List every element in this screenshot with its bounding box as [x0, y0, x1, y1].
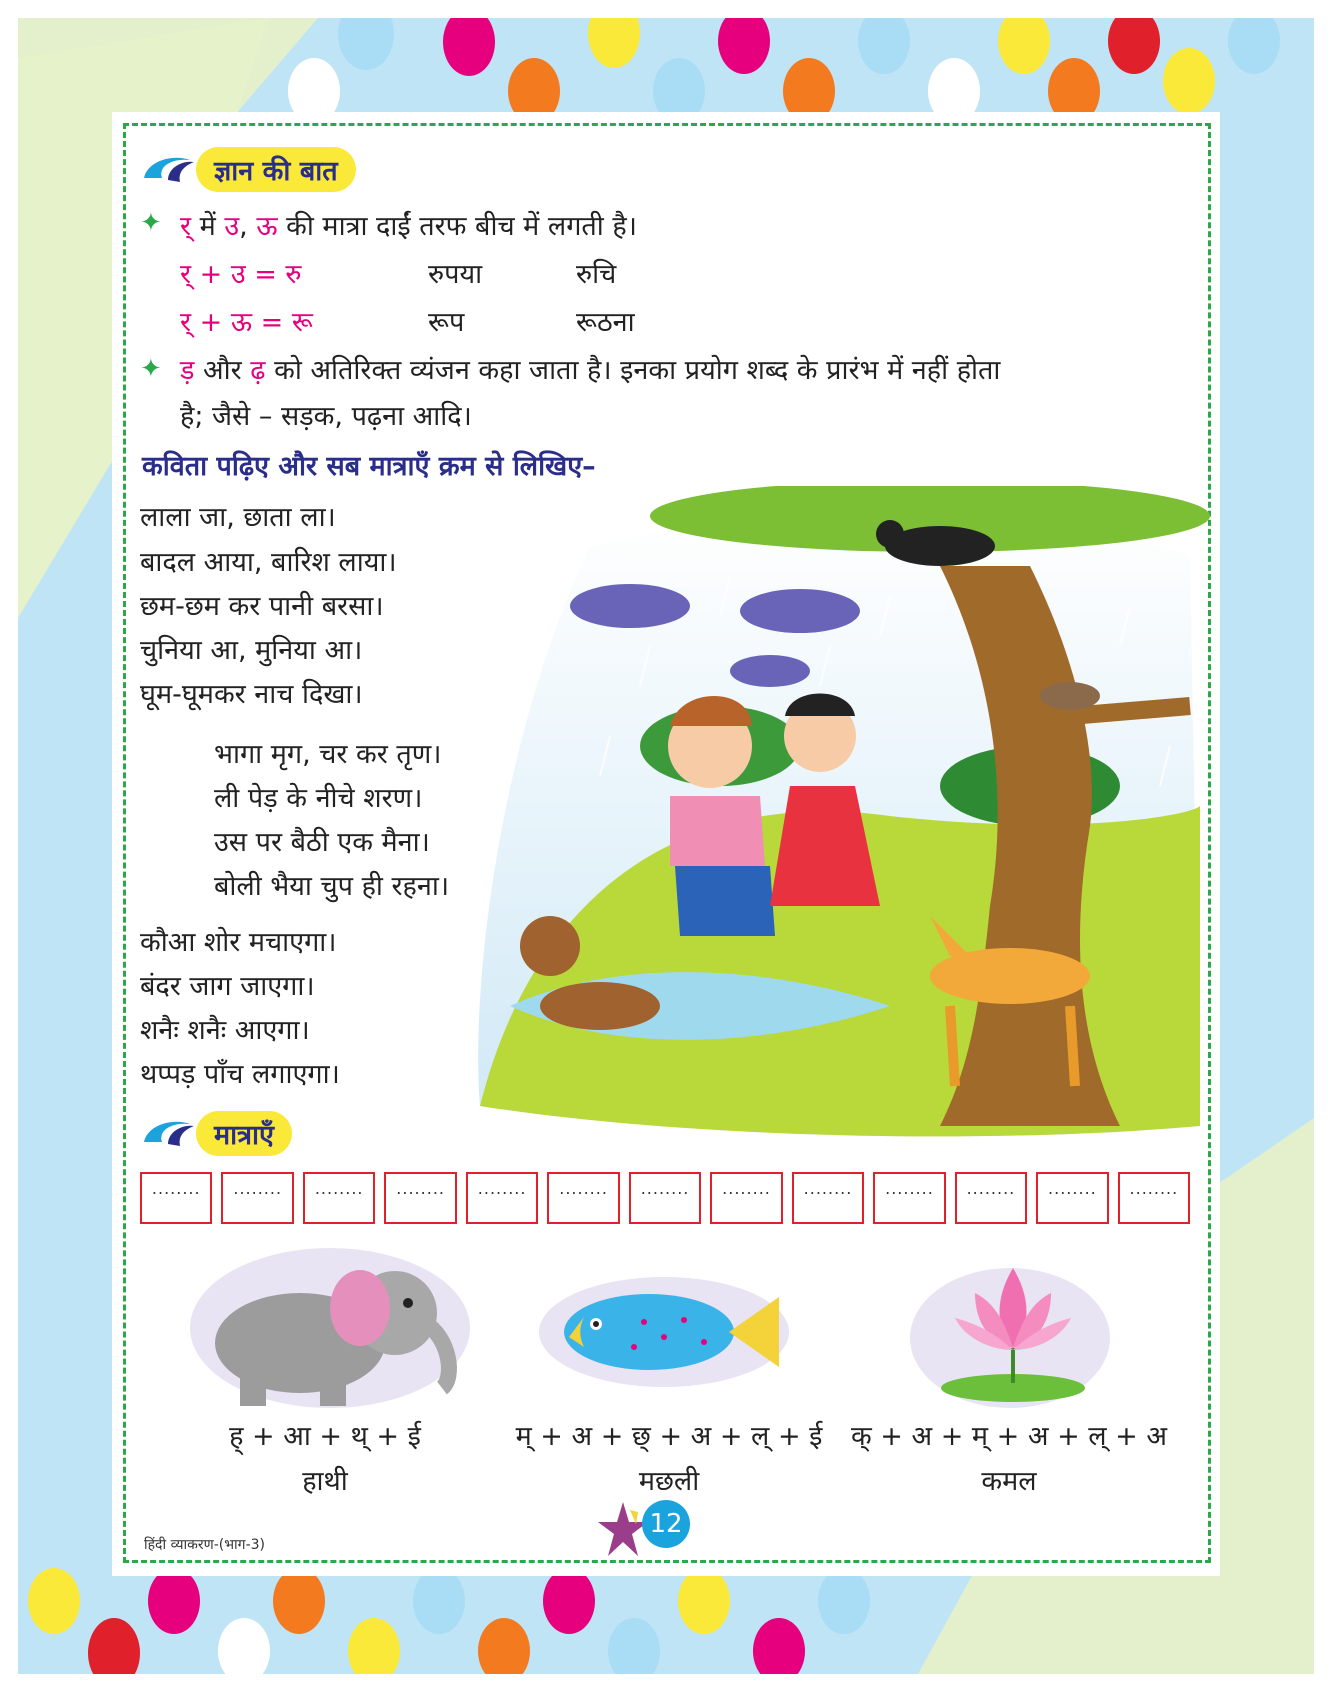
- poem-line: छम-छम कर पानी बरसा।: [140, 591, 384, 622]
- example2-word1: रूप: [428, 307, 465, 338]
- poem-line: कौआ शोर मचाएगा।: [140, 927, 337, 958]
- example1-word2: रुचि: [576, 259, 617, 290]
- matra-boxes-row: [140, 1172, 1190, 1230]
- fish-icon: [534, 1262, 804, 1397]
- elephant-word: हाथी: [302, 1466, 348, 1497]
- swoosh-icon: [138, 150, 198, 190]
- d-letter: ड़: [180, 355, 195, 386]
- matra-box[interactable]: ........: [221, 1172, 293, 1224]
- elephant-formula: ह् + आ + थ् + ई: [229, 1421, 421, 1452]
- fish-formula: म् + अ + छ् + अ + ल् + ई: [515, 1421, 823, 1452]
- lotus-icon: [905, 1238, 1115, 1413]
- matra-box[interactable]: ........: [384, 1172, 456, 1224]
- page-number: 12: [642, 1500, 690, 1548]
- poem-line: उस पर बैठी एक मैना।: [214, 827, 430, 858]
- example1-word1: रुपया: [428, 259, 483, 290]
- rain-scene-illustration: [470, 486, 1210, 1146]
- rule2-line2: है; जैसे – सड़क, पढ़ना आदि।: [180, 401, 472, 432]
- matra-box[interactable]: ........: [792, 1172, 864, 1224]
- matra-box[interactable]: ........: [629, 1172, 701, 1224]
- book-footer: हिंदी व्याकरण-(भाग-3): [144, 1537, 265, 1553]
- poem-line: बंदर जाग जाएगा।: [140, 971, 315, 1002]
- poem-line: ली पेड़ के नीचे शरण।: [214, 783, 423, 814]
- section-heading-gyan: ज्ञान की बात: [196, 147, 356, 192]
- example2-word2: रूठना: [576, 307, 635, 338]
- poem-heading: कविता पढ़िए और सब मात्राएँ क्रम से लिखिए–: [142, 451, 596, 482]
- r-letter: र्: [180, 211, 192, 242]
- poem-line: बादल आया, बारिश लाया।: [140, 547, 397, 578]
- poem-line: घूम-घूमकर नाच दिखा।: [140, 679, 363, 710]
- section-heading-matraen: मात्राएँ: [196, 1111, 292, 1156]
- matra-box[interactable]: ........: [710, 1172, 782, 1224]
- swoosh-icon: [138, 1114, 198, 1154]
- rule2-rest: को अतिरिक्त व्यंजन कहा जाता है। इनका प्रयोग शब्द के प्रारंभ में नहीं होता: [265, 355, 1001, 386]
- matra-box[interactable]: ........: [1036, 1172, 1108, 1224]
- matra-box[interactable]: ........: [466, 1172, 538, 1224]
- matra-box[interactable]: ........: [140, 1172, 212, 1224]
- poem-line: चुनिया आ, मुनिया आ।: [140, 635, 363, 666]
- uu-letter: ऊ: [256, 211, 278, 242]
- lotus-formula: क् + अ + म् + अ + ल् + अ: [850, 1421, 1167, 1452]
- rule2-text: [180, 350, 1000, 387]
- dh-letter: ढ़: [250, 355, 266, 386]
- matra-box[interactable]: ........: [1118, 1172, 1190, 1224]
- rule1-comma: ,: [239, 211, 257, 242]
- matra-box[interactable]: ........: [303, 1172, 375, 1224]
- rule2-and: और: [194, 355, 251, 386]
- u-letter: उ: [224, 211, 240, 242]
- poem-line: थप्पड़ पाँच लगाएगा।: [140, 1059, 340, 1090]
- elephant-icon: [180, 1238, 480, 1413]
- poem-line: शनैः शनैः आएगा।: [140, 1015, 310, 1046]
- rule1-text: [180, 206, 637, 243]
- matra-box[interactable]: ........: [873, 1172, 945, 1224]
- bullet-icon: ✦: [140, 354, 162, 384]
- rule1-part: में: [191, 211, 225, 242]
- poem-line: भागा मृग, चर कर तृण।: [214, 739, 442, 770]
- bullet-icon: ✦: [140, 208, 162, 238]
- lotus-word: कमल: [981, 1466, 1037, 1497]
- example2-formula: र् + ऊ = रू: [180, 307, 313, 338]
- rule1-rest: की मात्रा दाईं तरफ बीच में लगती है।: [277, 211, 637, 242]
- star-icon: [598, 1500, 648, 1560]
- example1-formula: र् + उ = रु: [180, 259, 302, 290]
- matra-box[interactable]: ........: [955, 1172, 1027, 1224]
- matra-box[interactable]: ........: [547, 1172, 619, 1224]
- fish-word: मछली: [638, 1466, 700, 1497]
- poem-line: लाला जा, छाता ला।: [140, 502, 336, 533]
- poem-line: बोली भैया चुप ही रहना।: [214, 871, 450, 902]
